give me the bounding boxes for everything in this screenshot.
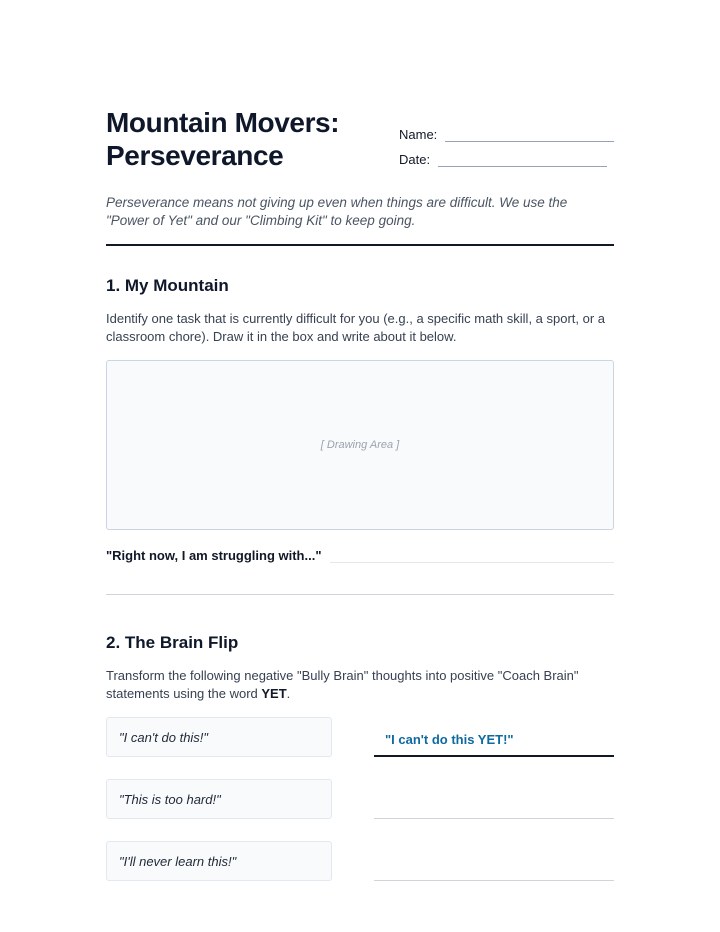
struggle-prompt: "Right now, I am struggling with..." <box>106 548 322 563</box>
section-brain-flip-title: 2. The Brain Flip <box>106 633 239 652</box>
coach-brain-answer[interactable]: "I can't do this YET!" <box>374 723 614 757</box>
drawing-area[interactable] <box>106 360 614 530</box>
coach-brain-answer[interactable] <box>374 847 614 881</box>
instructions-text: Transform the following negative "Bully Brain" thoughts into positive "Coach Brain" statements using the word <box>106 668 579 701</box>
section-brain-flip-instructions <box>106 667 614 703</box>
section-my-mountain-instructions: Identify one task that is currently difficult for you (e.g., a specific math skill, a sport, or a classroom chore). Draw it in the box and write about it below. <box>106 311 606 344</box>
drawing-area-placeholder: [ Drawing Area ] <box>320 439 400 451</box>
brain-flip-row <box>106 841 614 881</box>
student-info <box>399 117 614 167</box>
struggle-answer-line-2[interactable] <box>106 594 614 595</box>
intro-text: Perseverance means not giving up even when things are difficult. We use the "Power of Yet" and our "Climbing Kit" to keep going. <box>106 195 568 228</box>
section-my-mountain-title: 1. My Mountain <box>106 276 229 295</box>
date-label: Date: <box>399 152 431 167</box>
struggle-prompt-row <box>106 545 614 563</box>
worksheet-header <box>106 100 614 172</box>
worksheet-page <box>106 100 614 903</box>
title-line-2: Perseverance <box>106 140 284 171</box>
bully-brain-thought: "I'll never learn this!" <box>106 841 332 881</box>
brain-flip-row <box>106 717 614 757</box>
bully-brain-thought: "This is too hard!" <box>106 779 332 819</box>
title-line-1: Mountain Movers: <box>106 107 340 138</box>
instructions-end: . <box>286 686 291 701</box>
intro-divider <box>106 244 614 246</box>
bully-brain-thought: "I can't do this!" <box>106 717 332 757</box>
worksheet-title <box>106 106 386 172</box>
brain-flip-list <box>106 717 614 881</box>
name-row <box>399 117 614 142</box>
date-field[interactable] <box>438 150 607 167</box>
name-label: Name: <box>399 127 438 142</box>
brain-flip-row <box>106 779 614 819</box>
coach-brain-answer[interactable] <box>374 785 614 819</box>
struggle-answer-line[interactable] <box>330 545 615 563</box>
instructions-yet: YET <box>261 686 287 701</box>
name-field[interactable] <box>445 125 614 142</box>
date-row <box>399 142 614 167</box>
